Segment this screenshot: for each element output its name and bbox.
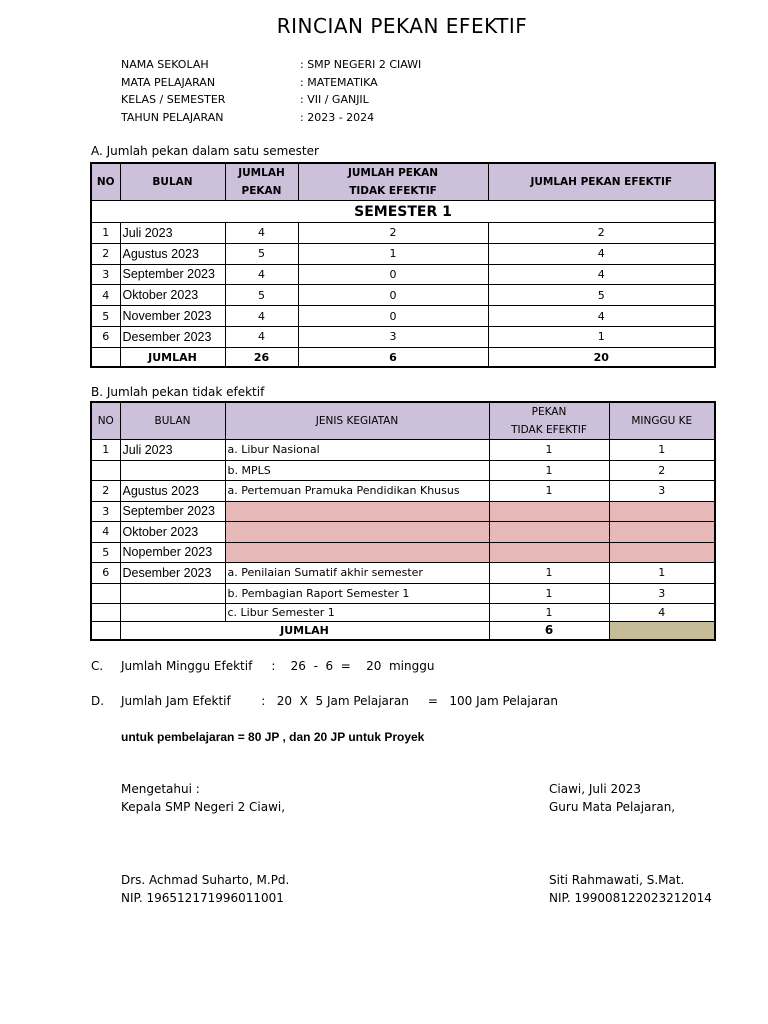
cell-pte: 1 — [489, 583, 609, 604]
cell-pte — [489, 522, 609, 543]
header-text: TIDAK EFEKTIF — [511, 424, 587, 436]
cell-no: 5 — [91, 306, 120, 327]
cell-jpe: 4 — [488, 243, 715, 264]
header-jumlah-pekan — [225, 163, 298, 201]
cell-bulan: Agustus 2023 — [120, 243, 225, 264]
cell-jpte: 1 — [298, 243, 488, 264]
info-label: TAHUN PELAJARAN — [121, 110, 224, 124]
cell-jp: 4 — [225, 264, 298, 285]
cell-no: 2 — [91, 481, 120, 502]
header-text: JUMLAH — [238, 167, 285, 179]
semester-row — [91, 201, 715, 223]
total-row — [91, 622, 715, 640]
cell-jpe: 2 — [488, 223, 715, 244]
header-text: PEKAN — [241, 185, 282, 197]
header-text: PEKAN — [531, 406, 567, 418]
header-jumlah-pekan-tidak-efektif — [298, 163, 488, 201]
info-row-subject — [121, 76, 421, 94]
signature-right — [549, 780, 675, 816]
signature-left — [121, 780, 285, 816]
table-row — [91, 285, 715, 306]
cell-no — [91, 460, 120, 481]
cell-minggu: 4 — [609, 604, 715, 622]
cell-no: 6 — [91, 563, 120, 584]
cell-bulan: Desember 2023 — [120, 326, 225, 347]
table-header-row — [91, 163, 715, 201]
cell-bulan: Juli 2023 — [120, 223, 225, 244]
cell-jp: 4 — [225, 306, 298, 327]
cell-bulan — [120, 604, 225, 622]
info-block — [121, 58, 421, 128]
info-value: : VII / GANJIL — [300, 93, 369, 106]
cell-bulan: November 2023 — [120, 306, 225, 327]
table-row — [91, 440, 715, 461]
table-row — [91, 542, 715, 563]
table-header-row — [91, 402, 715, 440]
info-row-school — [121, 58, 421, 76]
table-pekan-semester — [90, 162, 716, 368]
cell-kegiatan: b. MPLS — [225, 460, 489, 481]
cell-minggu — [609, 501, 715, 522]
cell-kegiatan: a. Pertemuan Pramuka Pendidikan Khusus — [225, 481, 489, 502]
jp-note: untuk pembelajaran = 80 JP , dan 20 JP untuk Proyek — [121, 730, 425, 744]
cell-jpe: 1 — [488, 326, 715, 347]
cell-pte: 1 — [489, 440, 609, 461]
cell-jpe: 4 — [488, 264, 715, 285]
header-jumlah-pekan-efektif: JUMLAH PEKAN EFEKTIF — [488, 163, 715, 201]
header-pekan-tidak-efektif — [489, 402, 609, 440]
cell-bulan: Juli 2023 — [120, 440, 225, 461]
cell-pte — [489, 542, 609, 563]
table-row — [91, 583, 715, 604]
cell-no: 2 — [91, 243, 120, 264]
table-row — [91, 264, 715, 285]
total-label: JUMLAH — [120, 347, 225, 367]
cell-jpte: 0 — [298, 264, 488, 285]
info-label: NAMA SEKOLAH — [121, 58, 209, 71]
cell-bulan: Desember 2023 — [120, 563, 225, 584]
cell-no — [91, 604, 120, 622]
info-value: : 2023 - 2024 — [300, 110, 375, 124]
table-row — [91, 563, 715, 584]
cell-jp: 4 — [225, 326, 298, 347]
page-title: RINCIAN PEKAN EFEKTIF — [276, 14, 528, 38]
cell-no: 3 — [91, 501, 120, 522]
cell-minggu: 3 — [609, 481, 715, 502]
header-bulan: BULAN — [120, 163, 225, 201]
sign-right-name: Siti Rahmawati, S.Mat. — [549, 873, 685, 887]
cell-no — [91, 583, 120, 604]
section-c-text: Jumlah Minggu Efektif : 26 - 6 = 20 minggu — [121, 659, 435, 673]
table-row — [91, 481, 715, 502]
info-row-year — [121, 111, 421, 129]
sign-right-line1: Ciawi, Juli 2023 — [549, 782, 642, 796]
total-jpte: 6 — [298, 347, 488, 367]
info-label: KELAS / SEMESTER — [121, 93, 226, 106]
total-jpe: 20 — [488, 347, 715, 367]
table-pekan-tidak-efektif — [90, 401, 716, 641]
cell-total-minggu — [609, 622, 715, 640]
semester-label: SEMESTER 1 — [91, 201, 715, 223]
cell-no: 6 — [91, 326, 120, 347]
cell-jpte: 3 — [298, 326, 488, 347]
table-row — [91, 460, 715, 481]
header-minggu-ke: MINGGU KE — [609, 402, 715, 440]
header-text: TIDAK EFEKTIF — [349, 185, 437, 197]
section-a-label: A. Jumlah pekan dalam satu semester — [91, 144, 319, 158]
cell-kegiatan — [225, 522, 489, 543]
cell-jp: 5 — [225, 243, 298, 264]
cell-minggu: 1 — [609, 563, 715, 584]
cell-minggu: 1 — [609, 440, 715, 461]
cell-kegiatan: a. Penilaian Sumatif akhir semester — [225, 563, 489, 584]
cell-empty — [91, 622, 120, 640]
header-jenis-kegiatan: JENIS KEGIATAN — [225, 402, 489, 440]
sign-left-line1: Mengetahui : — [121, 782, 200, 796]
cell-pte — [489, 501, 609, 522]
cell-minggu: 2 — [609, 460, 715, 481]
cell-jp: 5 — [225, 285, 298, 306]
cell-jpte: 2 — [298, 223, 488, 244]
header-bulan: BULAN — [120, 402, 225, 440]
cell-pte: 1 — [489, 481, 609, 502]
info-row-class — [121, 93, 421, 111]
signature-left-name-block — [121, 871, 289, 907]
cell-jpte: 0 — [298, 285, 488, 306]
section-c-prefix: C. — [91, 659, 104, 673]
cell-minggu — [609, 542, 715, 563]
table-row — [91, 501, 715, 522]
table-row — [91, 604, 715, 622]
sign-left-nip: NIP. 196512171996011001 — [121, 891, 284, 905]
section-d-text: Jumlah Jam Efektif : 20 X 5 Jam Pelajaran = 100 Jam Pelajaran — [121, 694, 558, 708]
table-row — [91, 243, 715, 264]
section-b-label: B. Jumlah pekan tidak efektif — [91, 385, 265, 399]
cell-jp: 4 — [225, 223, 298, 244]
cell-jpe: 5 — [488, 285, 715, 306]
cell-pte: 1 — [489, 604, 609, 622]
cell-bulan — [120, 460, 225, 481]
cell-empty — [91, 347, 120, 367]
cell-no: 5 — [91, 542, 120, 563]
sign-left-name: Drs. Achmad Suharto, M.Pd. — [121, 873, 290, 887]
table-row — [91, 522, 715, 543]
section-d-prefix: D. — [91, 694, 105, 708]
cell-bulan: September 2023 — [120, 264, 225, 285]
total-row — [91, 347, 715, 367]
info-value: : SMP NEGERI 2 CIAWI — [300, 58, 422, 71]
cell-kegiatan: a. Libur Nasional — [225, 440, 489, 461]
header-no: NO — [91, 163, 120, 201]
cell-no: 1 — [91, 440, 120, 461]
cell-jpte: 0 — [298, 306, 488, 327]
cell-kegiatan — [225, 542, 489, 563]
cell-kegiatan: c. Libur Semester 1 — [225, 604, 489, 622]
cell-no: 4 — [91, 522, 120, 543]
total-label: JUMLAH — [120, 622, 489, 640]
table-row — [91, 326, 715, 347]
cell-kegiatan — [225, 501, 489, 522]
cell-bulan: Agustus 2023 — [120, 481, 225, 502]
signature-right-name-block — [549, 871, 712, 907]
header-text: JUMLAH PEKAN — [347, 167, 439, 179]
cell-minggu: 3 — [609, 583, 715, 604]
info-value: : MATEMATIKA — [300, 75, 378, 89]
cell-bulan: September 2023 — [120, 501, 225, 522]
cell-bulan: Oktober 2023 — [120, 522, 225, 543]
cell-pte: 1 — [489, 563, 609, 584]
cell-minggu — [609, 522, 715, 543]
cell-no: 3 — [91, 264, 120, 285]
cell-bulan — [120, 583, 225, 604]
cell-bulan: Oktober 2023 — [120, 285, 225, 306]
cell-no: 1 — [91, 223, 120, 244]
sign-right-nip: NIP. 199008122023212014 — [549, 891, 712, 905]
cell-pte: 1 — [489, 460, 609, 481]
total-pte: 6 — [489, 622, 609, 640]
table-row — [91, 306, 715, 327]
table-row — [91, 223, 715, 244]
sign-left-line2: Kepala SMP Negeri 2 Ciawi, — [121, 800, 286, 814]
info-label: MATA PELAJARAN — [121, 75, 216, 89]
total-jp: 26 — [225, 347, 298, 367]
cell-bulan: Nopember 2023 — [120, 542, 225, 563]
cell-jpe: 4 — [488, 306, 715, 327]
sign-right-line2: Guru Mata Pelajaran, — [549, 800, 676, 814]
header-no: NO — [91, 402, 120, 440]
cell-kegiatan: b. Pembagian Raport Semester 1 — [225, 583, 489, 604]
cell-no: 4 — [91, 285, 120, 306]
